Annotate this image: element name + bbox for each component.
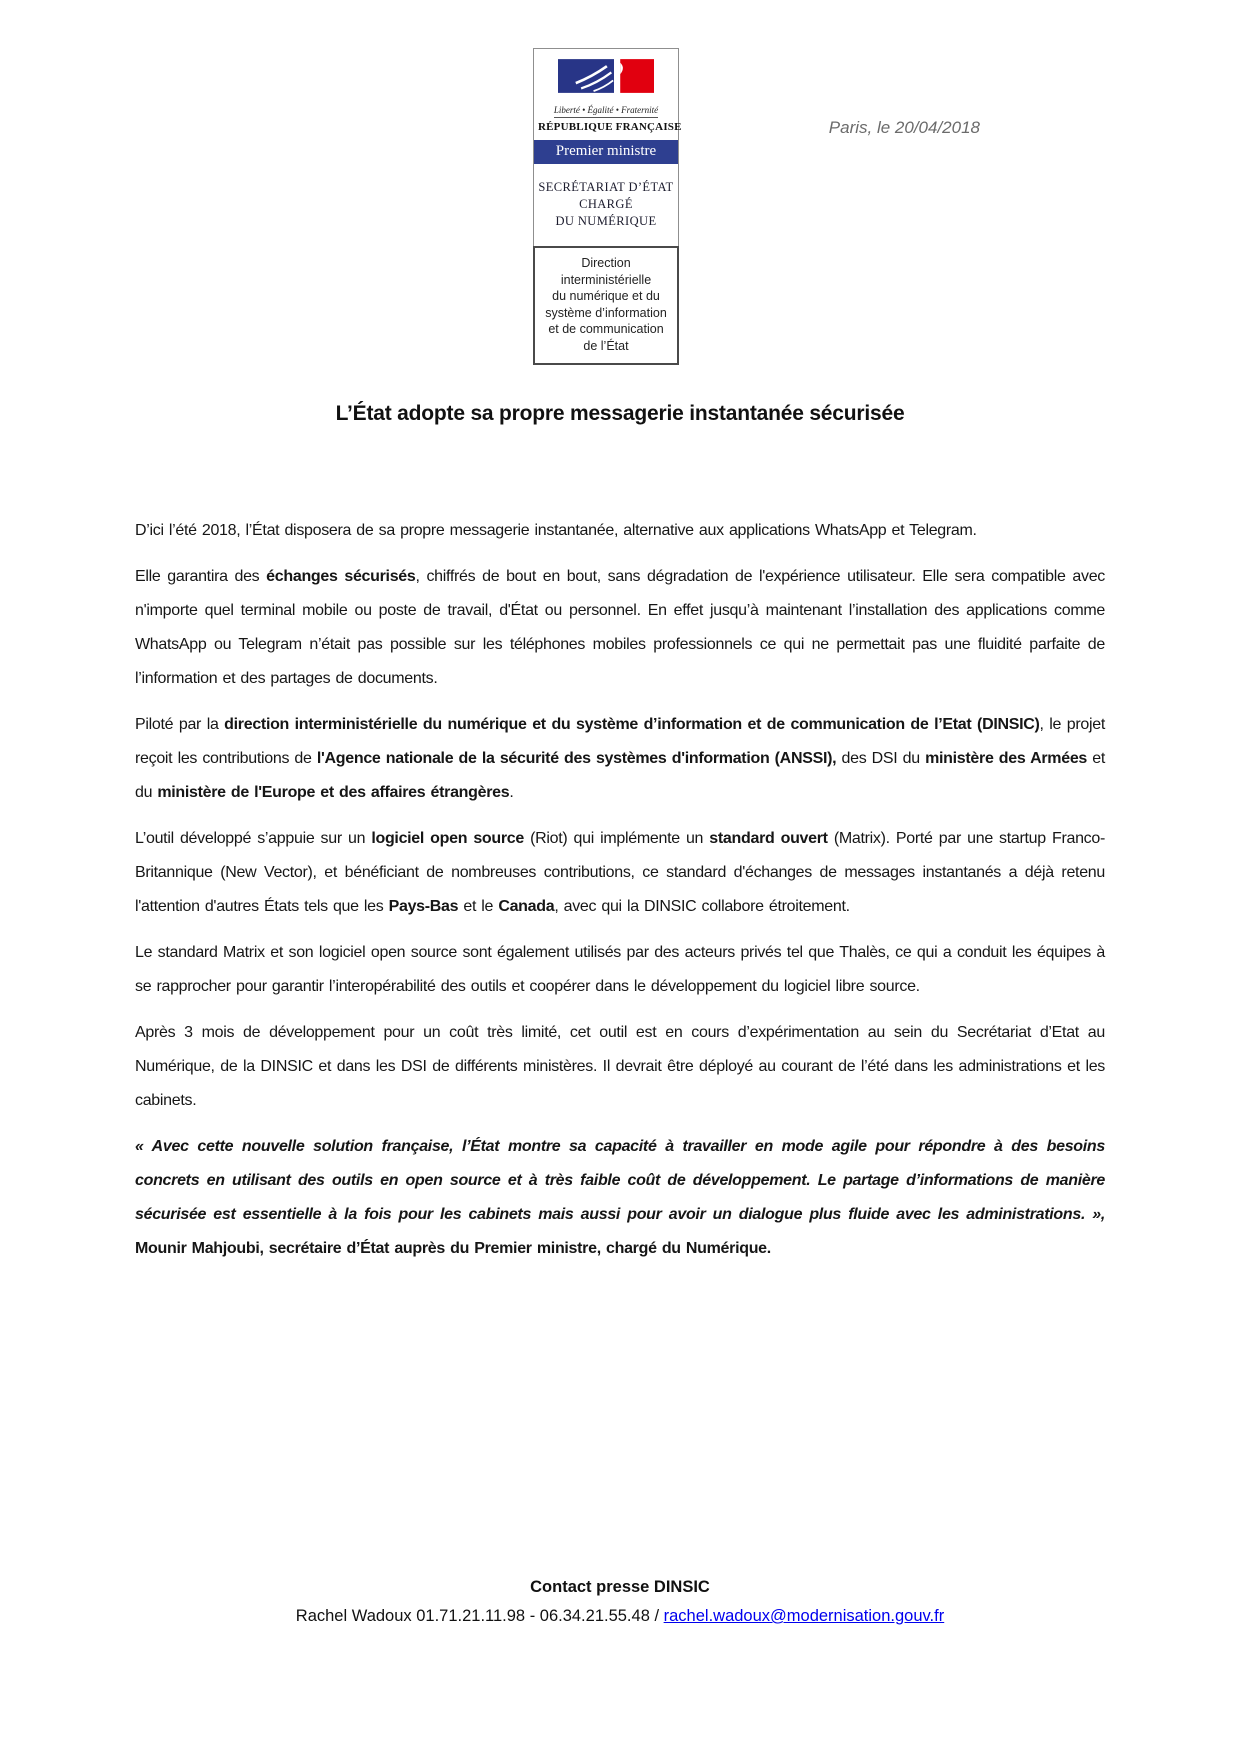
paragraph <box>135 1130 1105 1266</box>
contact-line <box>135 1607 1105 1626</box>
paragraph-segment: échanges sécurisés <box>266 568 416 585</box>
direction-line: Direction <box>581 256 631 270</box>
paragraph-segment: , le projet reçoit les contributions de <box>135 716 1105 767</box>
secretariat-line: CHARGÉ <box>579 197 633 211</box>
letterhead <box>533 48 682 365</box>
paragraph-segment: direction interministérielle du numérique et du système d’information et de communication de l’Etat (DINSIC) <box>224 716 1040 733</box>
paragraph-segment: (Matrix). Porté par une startup Franco-Britannique (New Vector), et bénéficiant de nombreuses contributions, ce standard d'échanges de messages instantanés a déjà retenu l'attention d'autres États tels que les <box>135 830 1106 915</box>
paragraph-segment: l'Agence nationale de la sécurité des systèmes d'information (ANSSI), <box>316 750 837 767</box>
direction-line: du numérique et du <box>552 289 660 303</box>
direction-box <box>533 246 679 365</box>
paragraph-segment: standard ouvert <box>709 830 828 847</box>
paragraph-segment: Le standard Matrix et son logiciel open source sont également utilisés par des acteurs privés tel que Thalès, ce qui a conduit les équipes à se rapprocher pour garantir l’interopérabilité des outils et coopérer dans le développement du logiciel libre source. <box>135 944 1105 995</box>
paragraph-segment: , chiffrés de bout en bout, sans dégradation de l'expérience utilisateur. Elle sera compatible avec n'importe quel terminal mobile ou poste de travail, d'État ou personnel. En effet jusqu’à maintenant l’installation des applications comme WhatsApp ou Telegram n’était pas possible sur les téléphones mobiles professionnels ce qui ne permettait pas une fluidité parfaite de l’information et des partages de documents. <box>135 568 1106 687</box>
paragraph-segment: L’outil développé s’appuie sur un <box>135 830 372 847</box>
paragraph-segment: et du <box>135 750 1106 801</box>
paragraph-segment: Mounir Mahjoubi, secrétaire d’État auprès du Premier ministre, chargé du Numérique. <box>135 1240 771 1257</box>
paragraph-segment: Pays-Bas <box>388 898 459 915</box>
paragraph <box>135 822 1105 924</box>
paragraph-segment: Canada <box>498 898 555 915</box>
contact-heading: Contact presse DINSIC <box>530 1578 710 1596</box>
direction-line: de l’État <box>583 338 629 353</box>
dateline: Paris, le 20/04/2018 <box>828 118 980 137</box>
paragraph <box>135 936 1105 1004</box>
secretariat-line: DU NUMÉRIQUE <box>555 214 657 228</box>
page-title: L’État adopte sa propre messagerie instantanée sécurisée <box>335 402 905 425</box>
direction-line: et de communication <box>548 322 664 336</box>
secretariat-title <box>534 164 678 246</box>
paragraph-segment: Elle garantira des <box>135 568 267 585</box>
paragraph <box>135 514 1105 548</box>
contact-email-link[interactable]: rachel.wadoux@modernisation.gouv.fr <box>663 1607 945 1625</box>
paragraph-segment: ministère des Armées <box>925 750 1088 767</box>
paragraph <box>135 1016 1105 1118</box>
direction-line: système d’information <box>545 305 667 320</box>
secretariat-line: SECRÉTARIAT D’ÉTAT <box>538 180 674 194</box>
paragraph-segment: Après 3 mois de développement pour un coût très limité, cet outil est en cours d’expérimentation au sein du Secrétariat d’Etat au Numérique, de la DINSIC et dans les DSI de différents ministères. Il devrait être déployé au courant de l’été dans les administrations et les cabinets. <box>135 1024 1105 1109</box>
paragraph-segment: des DSI du <box>836 750 926 767</box>
marianne-flag-icon <box>558 59 654 93</box>
ministry-band: Premier ministre <box>534 140 678 164</box>
paragraph-segment: D’ici l’été 2018, l’État disposera de sa propre messagerie instantanée, alternative aux applications WhatsApp et Telegram. <box>135 522 977 539</box>
paragraph-segment: (Riot) qui implémente un <box>524 830 710 847</box>
national-motto: Liberté • Égalité • Fraternité <box>554 105 658 118</box>
direction-line: interministérielle <box>560 272 652 287</box>
paragraph-segment: et le <box>458 898 499 915</box>
letterhead-top <box>534 49 682 140</box>
paragraph-segment: « Avec cette nouvelle solution française, l’État montre sa capacité à travailler en mode agile pour répondre à des besoins concrets en utilisant des outils en open source et à très faible coût de développement. Le partage d’informations de manière sécurisée est essentielle à la fois pour les cabinets mais aussi pour avoir un dialogue plus fluide avec les administrations. », <box>135 1138 1105 1223</box>
flag-wrap <box>538 59 674 93</box>
paragraph-segment: logiciel open source <box>371 830 524 847</box>
paragraph-segment: . <box>509 784 514 801</box>
republic-name: RÉPUBLIQUE FRANÇAISE <box>538 121 682 133</box>
contact-names-phones: Rachel Wadoux 01.71.21.11.98 - 06.34.21.55.48 / <box>295 1607 664 1625</box>
paragraph-segment: , avec qui la DINSIC collabore étroitement. <box>554 898 850 915</box>
footer <box>135 1578 1105 1626</box>
paragraph-segment: ministère de l'Europe et des affaires étrangères <box>157 784 510 801</box>
paragraph <box>135 708 1105 810</box>
paragraph-segment: Piloté par la <box>135 716 225 733</box>
press-release-body <box>135 514 1105 1278</box>
paragraph <box>135 560 1105 696</box>
